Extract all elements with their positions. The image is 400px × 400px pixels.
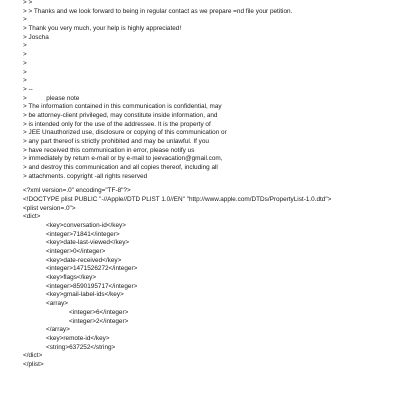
quoted-line: > > [23, 0, 33, 6]
plist-key: <key>gmail-label-ids</key> [46, 291, 124, 299]
quoted-line: > [23, 77, 27, 85]
disclaimer-line: > and destroy this communication and all copies thereof, including all [23, 164, 218, 172]
disclaimer-heading: > please note [23, 94, 80, 102]
plist-value: <integer>0</integer> [46, 248, 106, 256]
plist-value: <integer>71841</integer> [46, 230, 120, 238]
signature-separator: > -- [23, 85, 33, 93]
plist-value: <integer>1471526272</integer> [46, 265, 138, 273]
quoted-line: > Joscha [23, 33, 49, 41]
plist-block [23, 187, 393, 369]
plist-key: <key>date-last-viewed</key> [46, 239, 130, 247]
array-item: <integer>2</integer> [69, 317, 129, 325]
dict-close-tag: </dict> [23, 352, 43, 360]
disclaimer-line: > any part thereof is strictly prohibited and may be unlawful. If you [23, 138, 209, 145]
xml-declaration: <?xml version=.0" encoding="TF-8"?> [23, 187, 131, 195]
array-item: <integer>6</integer> [69, 308, 129, 316]
disclaimer-line: > JEE Unauthorized use, disclosure or copying of this communication or [23, 129, 227, 137]
plist-value: <string>637252</string> [46, 343, 116, 351]
plist-key: <key>remote-id</key> [46, 334, 110, 342]
email-document [23, 0, 393, 370]
quoted-line: > [23, 51, 27, 59]
quoted-line: > Thank you very much, your help is highly appreciated! [23, 25, 182, 33]
plist-open-tag: <plist version=.0"> [23, 204, 76, 212]
quoted-line: > [23, 16, 27, 24]
disclaimer-line: > be attorney-client privileged, may constitute inside information, and [23, 111, 218, 119]
quoted-reply-block [23, 0, 393, 181]
quoted-line: > [23, 59, 27, 67]
plist-key: <key>conversation-id</key> [46, 221, 126, 229]
quoted-line: > [23, 42, 27, 50]
dict-open-tag: <dict> [23, 213, 41, 221]
disclaimer-line: > immediately by return e-mail or by e-mail to jeevacation@gmail.com, [23, 155, 223, 163]
quoted-line: > > Thanks and we look forward to being in regular contact as we prepare =nd file your petition. [23, 7, 293, 15]
plist-value: <integer>8590195717</integer> [46, 282, 138, 290]
array-open-tag: <array> [46, 300, 69, 308]
plist-close-tag: </plist> [23, 360, 44, 368]
plist-key: <key>date-received</key> [46, 256, 122, 264]
doctype-line: <!DOCTYPE plist PUBLIC "-//Apple//DTD PLIST 1.0//EN" "http://www.apple.com/DTDs/PropertyList-1.0.dtd"> [23, 195, 332, 203]
array-close-tag: </array> [46, 326, 70, 334]
disclaimer-line: > The information contained in this communication is confidential, may [23, 103, 222, 111]
quoted-line: > [23, 68, 27, 76]
disclaimer-line: > is intended only for the use of the addressee. It is the property of [23, 120, 211, 128]
plist-key: <key>flags</key> [46, 274, 97, 282]
disclaimer-line: > have received this communication in error, please notify us [23, 146, 195, 154]
disclaimer-line: > attachments. copyright -all rights reserved [23, 172, 148, 180]
